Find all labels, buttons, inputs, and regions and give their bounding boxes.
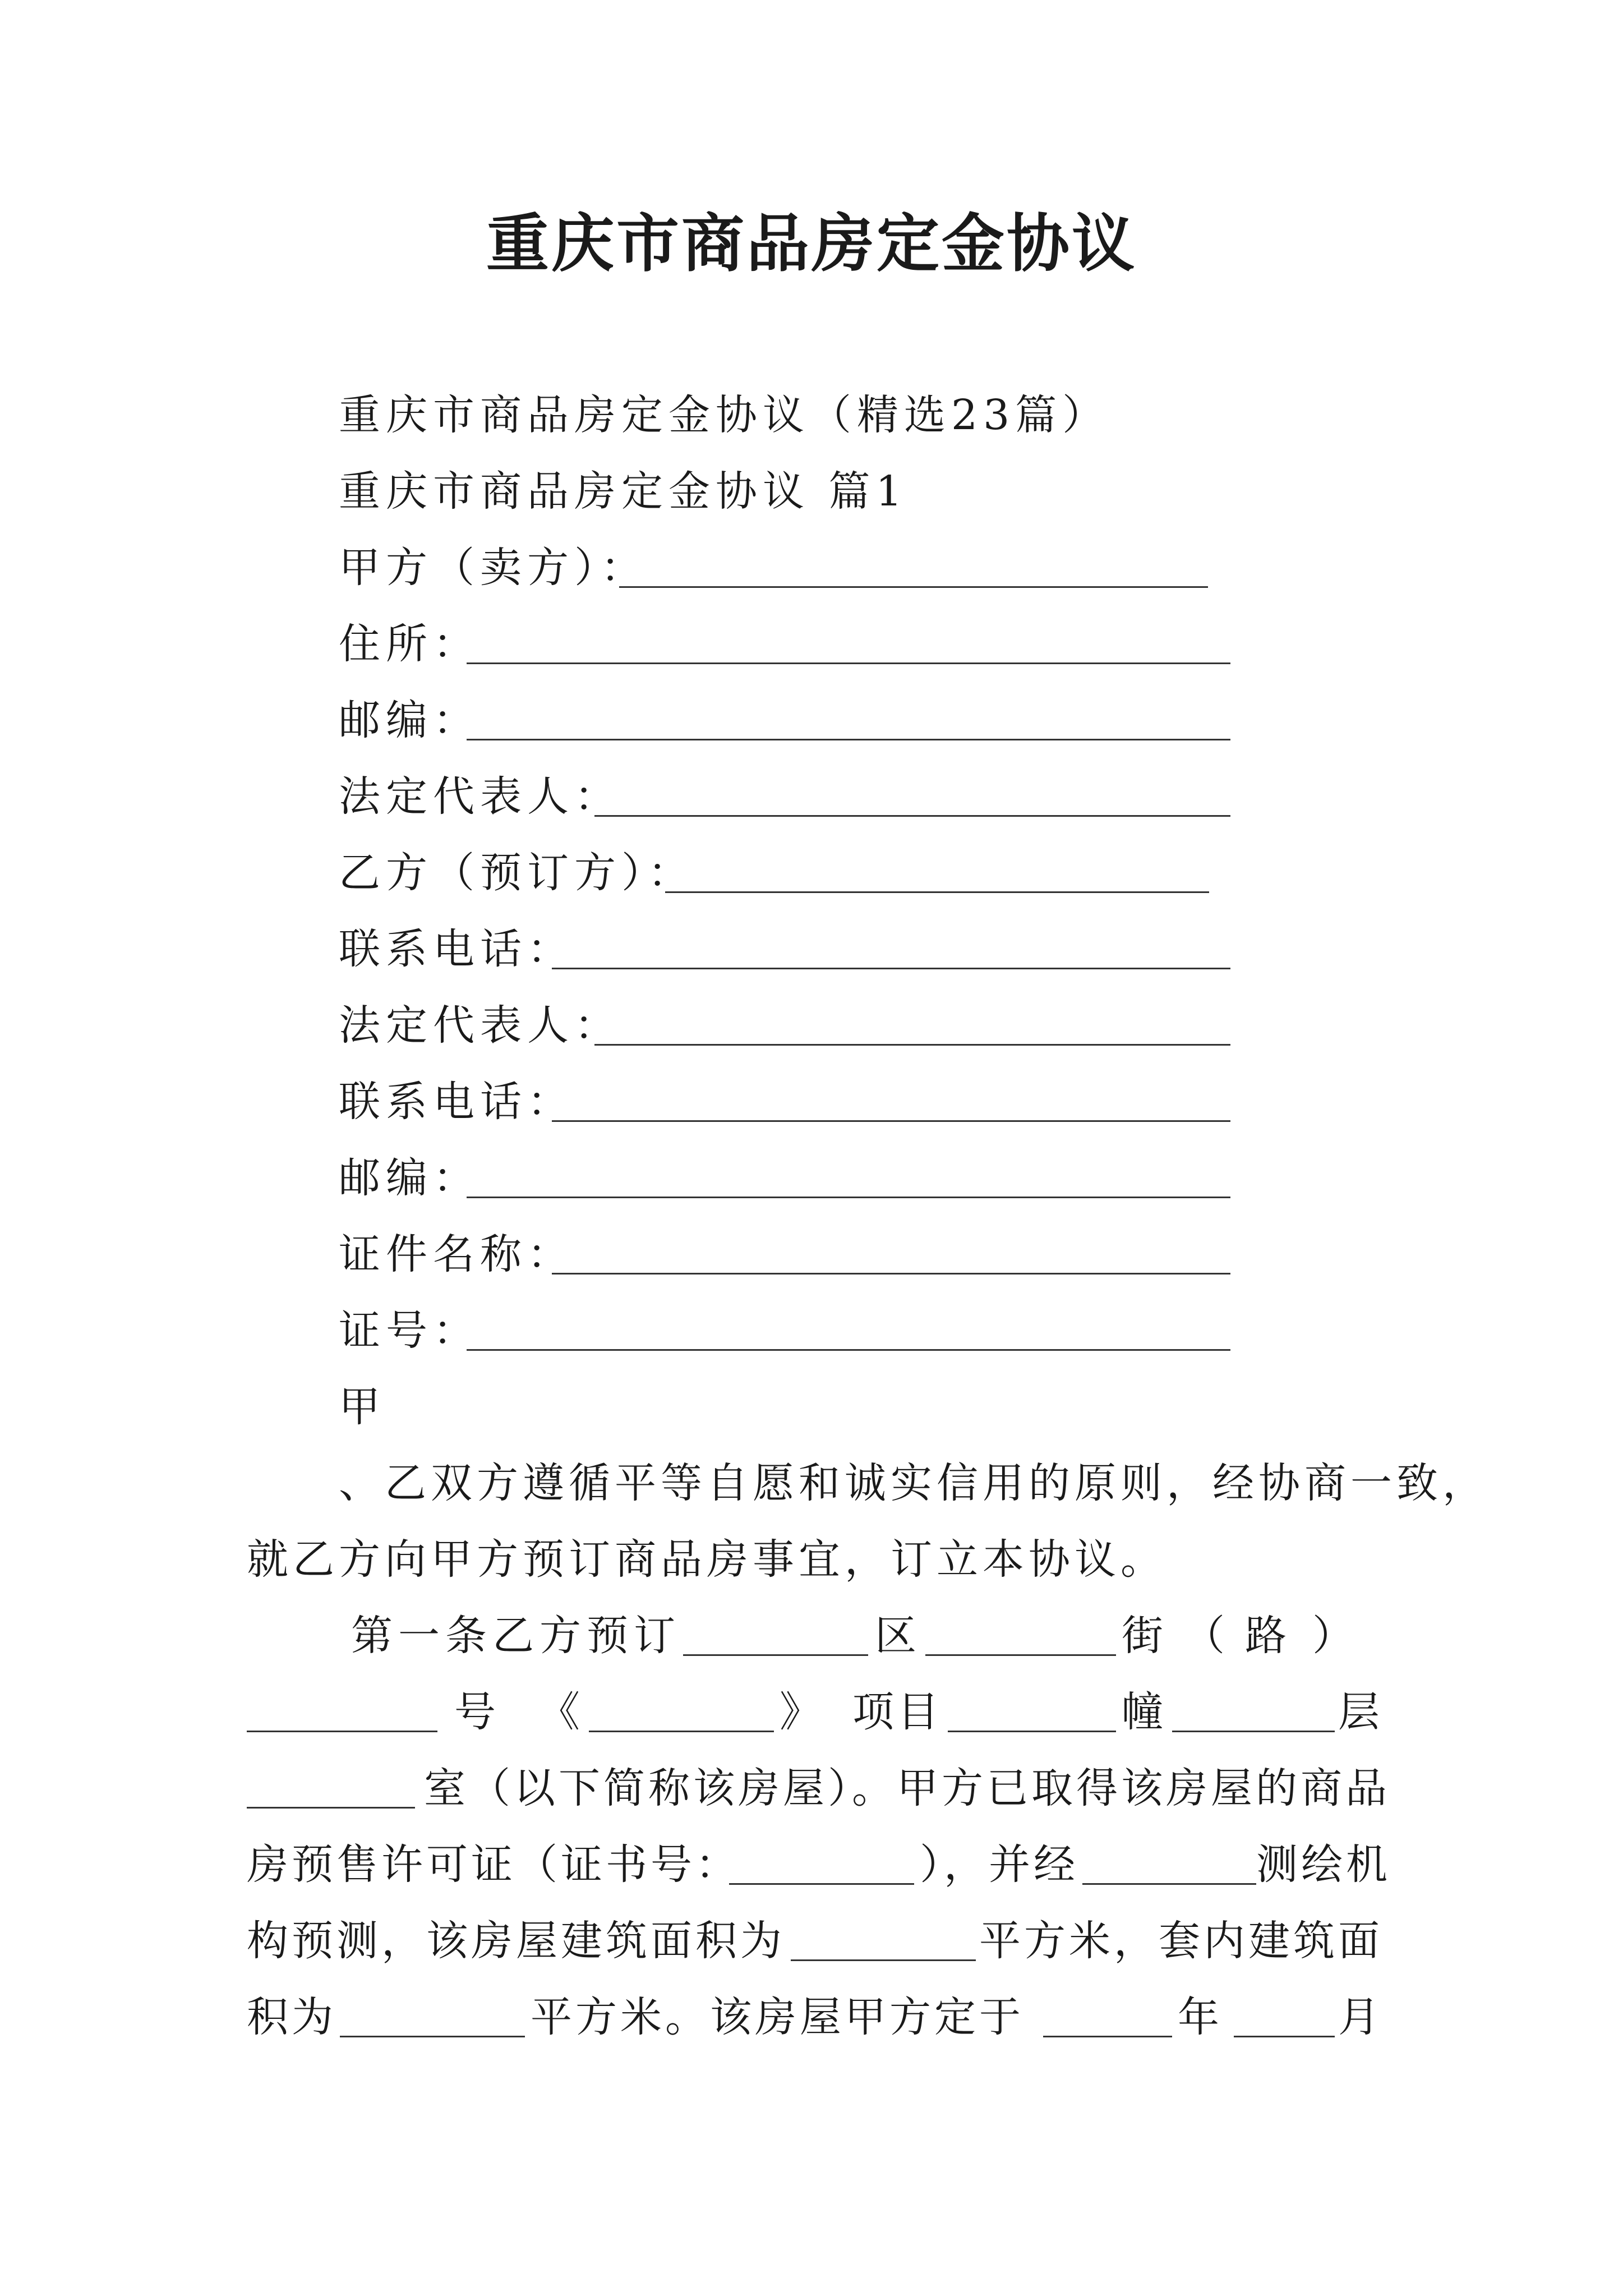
blank-line: [1172, 1731, 1335, 1732]
clause-text: 平方米。该房屋甲方定于: [531, 1993, 1024, 2041]
clause-text: 测绘机: [1256, 1841, 1391, 1889]
paragraph-text: 就乙方向甲方预订商品房事宜，订立本协议。: [247, 1535, 1166, 1584]
clause-char: 第: [351, 1612, 393, 1660]
field-label: 法定代表人：: [339, 772, 621, 821]
field-label: 联系电话：: [339, 1078, 574, 1126]
field-label: 联系电话：: [339, 925, 574, 973]
clause-char: 号: [454, 1688, 496, 1736]
blank-line: [594, 815, 1230, 817]
clause-line-5: [247, 1913, 1383, 1969]
paragraph-text: 、乙双方遵循平等自愿和诚实信用的原则，经协商一致，: [339, 1459, 1488, 1507]
clause-char: 幢: [1122, 1688, 1163, 1736]
clause-text: 室（以下简称该房屋）。甲方已取得该房屋的商品: [424, 1764, 1390, 1812]
field-id-type: [339, 1226, 574, 1282]
blank-line: [467, 662, 1230, 664]
blank-line: [619, 586, 1208, 588]
clause-char: 项: [852, 1688, 894, 1736]
field-buyer: [339, 845, 695, 901]
clause-line-3: [247, 1760, 1390, 1816]
clause-char: 订: [634, 1612, 675, 1660]
clause-char: 路: [1245, 1612, 1287, 1660]
clause-char: 月: [1338, 1993, 1380, 2041]
blank-line: [340, 2036, 525, 2037]
clause-line-2: [247, 1684, 1380, 1740]
blank-line: [467, 1197, 1230, 1198]
field-label: 甲方（卖方）：: [339, 544, 648, 592]
blank-line: [467, 739, 1230, 740]
field-label: 法定代表人：: [339, 1001, 621, 1050]
blank-line: [247, 1731, 437, 1732]
clause-char: 街: [1122, 1612, 1163, 1660]
blank-line: [594, 1044, 1230, 1046]
blank-line: [683, 1654, 868, 1656]
clause-text: 房预售许可证（证书号：: [247, 1841, 740, 1889]
clause-text: 积为: [247, 1993, 336, 2041]
field-phone: [339, 921, 574, 977]
field-postcode-2: [339, 1150, 480, 1206]
clause-char: 区: [875, 1612, 916, 1660]
field-label: 住所：: [339, 620, 480, 668]
document-subtitle: 重庆市商品房定金协议（精选23篇）: [339, 391, 1110, 439]
blank-line: [729, 1883, 914, 1885]
blank-line: [552, 1120, 1230, 1122]
blank-line: [1082, 1883, 1256, 1885]
field-label: 乙方（预订方）：: [339, 849, 695, 897]
field-phone-2: [339, 1074, 574, 1130]
field-label: 邮编：: [339, 696, 480, 744]
clause-char: 预: [587, 1612, 628, 1660]
field-legal-rep-2: [339, 997, 621, 1053]
blank-line: [665, 891, 1209, 893]
blank-line: [1234, 2036, 1335, 2037]
clause-line-6: [247, 1989, 1380, 2045]
clause-char: 乙: [492, 1612, 534, 1660]
clause-text: ），并经: [920, 1841, 1078, 1889]
clause-char: 层: [1338, 1688, 1380, 1736]
clause-text: 构预测，该房屋建筑面积为: [247, 1917, 785, 1965]
clause-char: 方: [540, 1612, 581, 1660]
blank-line: [552, 1273, 1230, 1274]
field-label: 证件名称：: [339, 1230, 574, 1278]
clause-char: 《: [538, 1688, 580, 1736]
clause-char: 条: [445, 1612, 487, 1660]
clause-line-4: [247, 1837, 1391, 1893]
paragraph-line: [247, 1455, 1488, 1511]
clause-char: ）: [1312, 1612, 1354, 1660]
clause-char: 年: [1178, 1993, 1219, 2041]
party-a-char: 甲: [339, 1383, 386, 1431]
field-seller: [339, 540, 648, 596]
blank-line: [925, 1654, 1116, 1656]
blank-line: [948, 1731, 1116, 1732]
paragraph-line: [247, 1531, 1380, 1588]
field-label: 邮编：: [339, 1154, 480, 1202]
blank-line: [247, 1807, 415, 1809]
clause-char: （: [1183, 1612, 1225, 1660]
field-address: [339, 616, 480, 672]
clause-char: 目: [897, 1688, 939, 1736]
field-legal-rep: [339, 769, 621, 825]
blank-line: [552, 968, 1230, 969]
section-heading: 重庆市商品房定金协议 篇1: [339, 467, 908, 516]
clause-line-1: [247, 1608, 1380, 1664]
clause-char: 》: [780, 1688, 821, 1736]
blank-line: [791, 1959, 976, 1961]
blank-line: [467, 1349, 1230, 1351]
field-label: 证号：: [339, 1306, 480, 1355]
clause-text: 平方米，套内建筑面: [979, 1917, 1383, 1965]
blank-line: [589, 1731, 774, 1732]
clause-char: 一: [398, 1612, 440, 1660]
page-title: 重庆市商品房定金协议: [486, 207, 1137, 280]
blank-line: [1043, 2036, 1172, 2037]
field-id-number: [339, 1303, 480, 1359]
field-postcode: [339, 692, 480, 748]
